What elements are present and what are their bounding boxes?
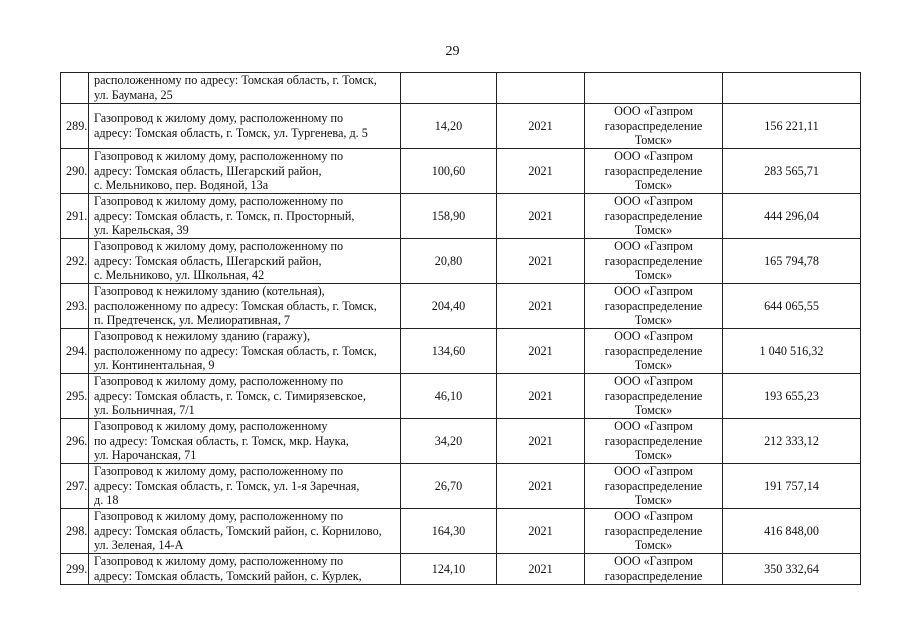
organization-line: Томск» bbox=[634, 448, 673, 463]
page-number: 29 bbox=[445, 44, 460, 59]
year-cell: 2021 bbox=[497, 464, 585, 509]
year-cell: 2021 bbox=[497, 149, 585, 194]
description-cell bbox=[89, 149, 401, 194]
description-line: адресу: Томская область, г. Томск, п. Просторный, bbox=[94, 208, 355, 223]
row-number-cell: 298. bbox=[61, 509, 89, 554]
gas-pipeline-table bbox=[60, 72, 861, 585]
description-line: адресу: Томская область, Шегарский район, bbox=[94, 253, 322, 268]
table-row bbox=[61, 374, 861, 419]
cost-cell bbox=[723, 73, 861, 104]
organization-line: газораспределение bbox=[604, 298, 703, 313]
organization-cell bbox=[585, 509, 723, 554]
row-number-cell: 293. bbox=[61, 284, 89, 329]
organization-line: Томск» bbox=[634, 313, 673, 328]
row-number-cell: 297. bbox=[61, 464, 89, 509]
description-cell bbox=[89, 464, 401, 509]
description-cell bbox=[89, 239, 401, 284]
description-cell bbox=[89, 329, 401, 374]
organization-cell bbox=[585, 73, 723, 104]
length-cell: 14,20 bbox=[401, 104, 497, 149]
cost-cell: 350 332,64 bbox=[723, 554, 861, 585]
organization-line: газораспределение bbox=[604, 569, 703, 583]
description-line: расположенному по адресу: Томская область, г. Томск, bbox=[94, 343, 377, 358]
organization-cell bbox=[585, 104, 723, 149]
cost-cell: 165 794,78 bbox=[723, 239, 861, 284]
organization-line: газораспределение bbox=[604, 388, 703, 403]
cost-cell: 644 065,55 bbox=[723, 284, 861, 329]
organization-line: ООО «Газпром bbox=[614, 284, 693, 299]
continuation-row bbox=[61, 73, 861, 104]
description-line: Газопровод к жилому дому, расположенному по bbox=[94, 149, 344, 164]
organization-cell bbox=[585, 464, 723, 509]
table-row bbox=[61, 104, 861, 149]
length-cell: 204,40 bbox=[401, 284, 497, 329]
description-line: Газопровод к жилому дому, расположенному по bbox=[94, 374, 344, 389]
year-cell: 2021 bbox=[497, 554, 585, 585]
description-line: ул. Зеленая, 14-А bbox=[94, 538, 184, 553]
description-cell bbox=[89, 419, 401, 464]
year-cell: 2021 bbox=[497, 419, 585, 464]
table-row bbox=[61, 464, 861, 509]
organization-line: ООО «Газпром bbox=[614, 509, 693, 524]
description-line: ул. Больничная, 7/1 bbox=[94, 403, 195, 418]
organization-cell bbox=[585, 329, 723, 374]
length-cell: 164,30 bbox=[401, 509, 497, 554]
description-line: Газопровод к нежилому зданию (котельная), bbox=[94, 284, 325, 299]
description-line: по адресу: Томская область, г. Томск, мкр. Наука, bbox=[94, 433, 349, 448]
organization-line: газораспределение bbox=[604, 523, 703, 538]
cost-cell: 212 333,12 bbox=[723, 419, 861, 464]
year-cell: 2021 bbox=[497, 104, 585, 149]
organization-line: газораспределение bbox=[604, 163, 703, 178]
table-row bbox=[61, 509, 861, 554]
description-cell bbox=[89, 284, 401, 329]
table-row bbox=[61, 329, 861, 374]
organization-line: Томск» bbox=[634, 403, 673, 418]
organization-cell bbox=[585, 374, 723, 419]
row-number-cell: 292. bbox=[61, 239, 89, 284]
organization-line: Томск» bbox=[634, 493, 673, 508]
cost-cell: 1 040 516,32 bbox=[723, 329, 861, 374]
description-cell bbox=[89, 73, 401, 104]
cost-cell: 444 296,04 bbox=[723, 194, 861, 239]
length-cell: 134,60 bbox=[401, 329, 497, 374]
organization-line: газораспределение bbox=[604, 118, 703, 133]
description-line: Газопровод к жилому дому, расположенному по bbox=[94, 509, 344, 524]
organization-line: Томск» bbox=[634, 358, 673, 373]
description-line: с. Мельниково, пер. Водяной, 13а bbox=[94, 178, 269, 193]
row-number-cell: 291. bbox=[61, 194, 89, 239]
organization-line: Томск» bbox=[634, 223, 673, 238]
table-row bbox=[61, 554, 861, 585]
organization-line: газораспределение bbox=[604, 208, 703, 223]
description-line: с. Мельниково, ул. Школьная, 42 bbox=[94, 268, 265, 283]
table-body bbox=[61, 73, 861, 585]
length-cell bbox=[401, 73, 497, 104]
description-line: адресу: Томская область, Томский район, с. Курлек, bbox=[94, 569, 362, 583]
description-cell bbox=[89, 104, 401, 149]
year-cell: 2021 bbox=[497, 329, 585, 374]
row-number-cell: 294. bbox=[61, 329, 89, 374]
organization-cell bbox=[585, 149, 723, 194]
organization-line: ООО «Газпром bbox=[614, 329, 693, 344]
organization-line: ООО «Газпром bbox=[614, 374, 693, 389]
description-line: адресу: Томская область, Томский район, с. Корнилово, bbox=[94, 523, 382, 538]
organization-line: ООО «Газпром bbox=[614, 464, 693, 479]
organization-line: газораспределение bbox=[604, 478, 703, 493]
year-cell: 2021 bbox=[497, 194, 585, 239]
length-cell: 100,60 bbox=[401, 149, 497, 194]
description-line: п. Предтеченск, ул. Мелиоративная, 7 bbox=[94, 313, 290, 328]
length-cell: 158,90 bbox=[401, 194, 497, 239]
description-line: адресу: Томская область, Шегарский район, bbox=[94, 163, 322, 178]
description-line: д. 18 bbox=[94, 493, 119, 508]
organization-line: ООО «Газпром bbox=[614, 239, 693, 254]
organization-cell bbox=[585, 419, 723, 464]
organization-line: Томск» bbox=[634, 538, 673, 553]
description-line: Газопровод к жилому дому, расположенному по bbox=[94, 239, 344, 254]
row-number-cell: 290. bbox=[61, 149, 89, 194]
table-row bbox=[61, 149, 861, 194]
table-row bbox=[61, 239, 861, 284]
description-cell bbox=[89, 374, 401, 419]
cost-cell: 416 848,00 bbox=[723, 509, 861, 554]
organization-cell bbox=[585, 284, 723, 329]
cost-cell: 191 757,14 bbox=[723, 464, 861, 509]
length-cell: 34,20 bbox=[401, 419, 497, 464]
organization-line: ООО «Газпром bbox=[614, 194, 693, 209]
organization-line: ООО «Газпром bbox=[614, 149, 693, 164]
description-line: Газопровод к жилому дому, расположенному по bbox=[94, 194, 344, 209]
description-line: ул. Баумана, 25 bbox=[94, 88, 173, 102]
length-cell: 26,70 bbox=[401, 464, 497, 509]
description-line: ул. Континентальная, 9 bbox=[94, 358, 215, 373]
length-cell: 46,10 bbox=[401, 374, 497, 419]
length-cell: 20,80 bbox=[401, 239, 497, 284]
organization-line: ООО «Газпром bbox=[614, 554, 693, 569]
organization-line: газораспределение bbox=[604, 343, 703, 358]
year-cell bbox=[497, 73, 585, 104]
description-line: ул. Нарочанская, 71 bbox=[94, 448, 197, 463]
year-cell: 2021 bbox=[497, 284, 585, 329]
table-row bbox=[61, 284, 861, 329]
row-number-cell: 295. bbox=[61, 374, 89, 419]
organization-line: ООО «Газпром bbox=[614, 419, 693, 434]
organization-cell bbox=[585, 239, 723, 284]
year-cell: 2021 bbox=[497, 239, 585, 284]
organization-line: ООО «Газпром bbox=[614, 104, 693, 119]
description-line: Газопровод к жилому дому, расположенному по bbox=[94, 464, 344, 479]
row-number-cell bbox=[61, 73, 89, 104]
organization-cell bbox=[585, 194, 723, 239]
length-cell: 124,10 bbox=[401, 554, 497, 585]
organization-line: Томск» bbox=[634, 268, 673, 283]
description-line: Газопровод к жилому дому, расположенному по bbox=[94, 554, 344, 569]
description-line: Газопровод к жилому дому, расположенному bbox=[94, 419, 328, 434]
description-cell bbox=[89, 509, 401, 554]
description-line: ул. Карельская, 39 bbox=[94, 223, 189, 238]
description-line: адресу: Томская область, г. Томск, с. Тимирязевское, bbox=[94, 388, 366, 403]
year-cell: 2021 bbox=[497, 509, 585, 554]
table-row bbox=[61, 419, 861, 464]
cost-cell: 156 221,11 bbox=[723, 104, 861, 149]
organization-cell bbox=[585, 554, 723, 585]
description-line: расположенному по адресу: Томская область, г. Томск, bbox=[94, 298, 377, 313]
description-line: Газопровод к жилому дому, расположенному по bbox=[94, 111, 344, 126]
description-line: Газопровод к нежилому зданию (гаражу), bbox=[94, 329, 310, 344]
table-row bbox=[61, 194, 861, 239]
organization-line: газораспределение bbox=[604, 253, 703, 268]
cost-cell: 193 655,23 bbox=[723, 374, 861, 419]
description-cell bbox=[89, 194, 401, 239]
row-number-cell: 289. bbox=[61, 104, 89, 149]
row-number-cell: 296. bbox=[61, 419, 89, 464]
organization-line: газораспределение bbox=[604, 433, 703, 448]
organization-line: Томск» bbox=[634, 178, 673, 193]
row-number-cell: 299. bbox=[61, 554, 89, 585]
description-line: адресу: Томская область, г. Томск, ул. Тургенева, д. 5 bbox=[94, 126, 368, 140]
description-line: расположенному по адресу: Томская область, г. Томск, bbox=[94, 73, 377, 88]
year-cell: 2021 bbox=[497, 374, 585, 419]
description-cell bbox=[89, 554, 401, 585]
organization-line: Томск» bbox=[634, 133, 673, 148]
description-line: адресу: Томская область, г. Томск, ул. 1-я Заречная, bbox=[94, 478, 360, 493]
cost-cell: 283 565,71 bbox=[723, 149, 861, 194]
